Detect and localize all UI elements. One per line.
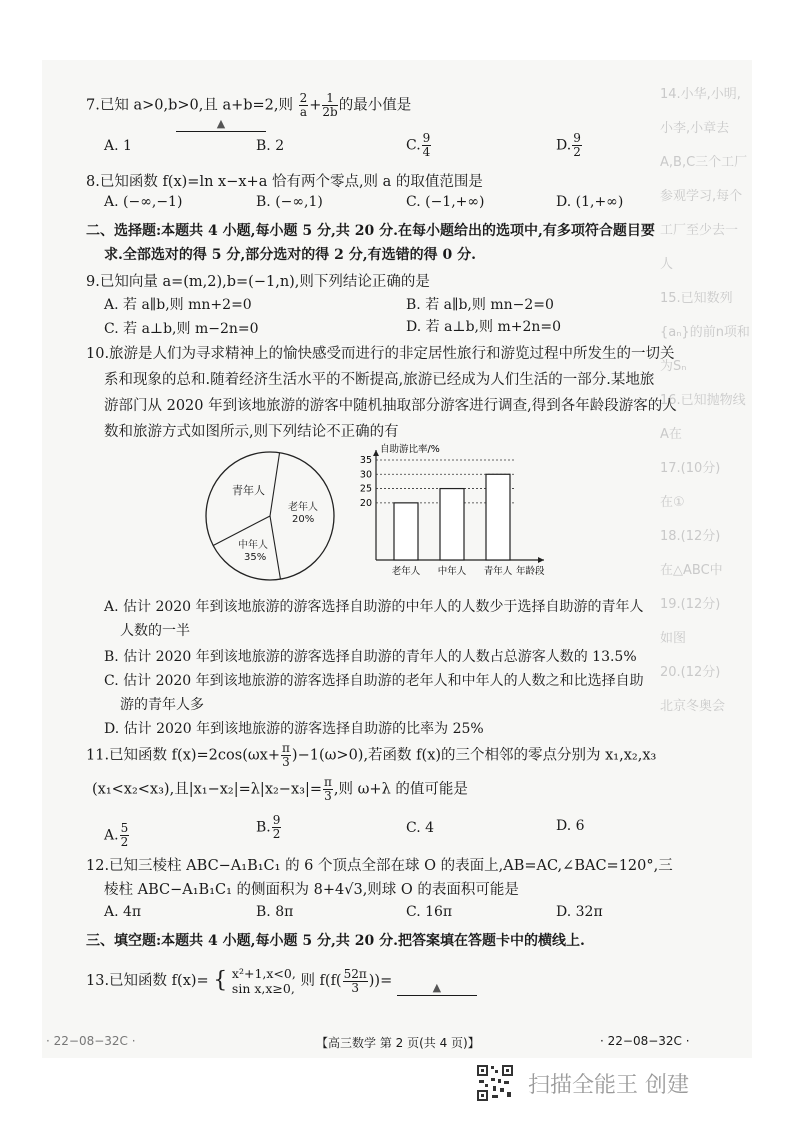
q10-option-a-1: A. 估计 2020 年到该地旅游的游客选择自助游的中年人的人数少于选择自助游的青年人 [104,599,644,615]
q13-stem: 13.已知函数 f(x)= { x²+1,x<0, sin x,x≥0, 则 f(f( $\frac{52\pi}{3}$ ))= ▲ [86,966,477,996]
bleed-through-text: 14.小华,小明,小李,小章去A,B,C三个工厂参观学习,每个工厂至少去一人 15.已知数列{aₙ}的前n项和为Sₙ 16.已知抛物线 A在 17.(10分) 在① 18.(12分) 在△ABC中 19.(12分) 如图 20.(12分) 北京冬奥会 [660,87,750,714]
qr-code-icon [476,1064,514,1102]
pie-chart [190,446,350,586]
q7-option-d: D. $\frac{9}{2}$ [556,131,581,159]
q9-option-b: B. 若 a∥b,则 mn−2=0 [406,297,554,313]
q11-option-d: D. 6 [556,818,585,834]
footer-code-right: · 22−08−32C · [600,1034,690,1048]
bar-老年人 [394,503,418,560]
section2-heading: 二、选择题:本题共 4 小题,每小题 5 分,共 20 分.在每小题给出的选项中,有多项符合题目要 [86,223,655,239]
pie-label-old-pct: 20% [292,514,315,525]
pie-label-young: 青年人 [232,484,265,497]
q10-option-c-1: C. 估计 2020 年到该地旅游的游客选择自助游的老年人和中年人的人数之和比选择自助 [104,673,644,689]
q11-option-a: A. $\frac{5}{2}$ [104,821,129,849]
section2-instructions: 求.全部选对的得 5 分,部分选对的得 2 分,有选错的得 0 分. [104,247,476,263]
q10-stem-1: 10.旅游是人们为寻求精神上的愉快感受而进行的非定居性旅行和游览过程中所发生的一切关 [86,346,675,362]
q13-piecewise: x²+1,x<0, sin x,x≥0, [231,966,296,996]
bar-chart [352,436,552,584]
q11-stem-1: 11.已知函数 f(x)=2cos(ωx+ $\frac{\pi}{3}$ )−1(ω>0),若函数 f(x)的三个相邻的零点分别为 x₁,x₂,x₃ [86,741,657,769]
q10-stem-3: 游部门从 2020 年到该地旅游的游客中随机抽取部分游客进行调查,得到各年龄段游客的人 [104,398,677,414]
q9-option-a: A. 若 a∥b,则 mn+2=0 [104,297,252,313]
q11-stem-2: (x₁<x₂<x₃),且|x₁−x₂|=λ|x₂−x₃|= $\frac{\pi}{3}$ ,则 ω+λ 的值可能是 [92,775,468,803]
pie-label-old: 老年人 [288,502,318,513]
footer-page-info: 【高三数学 第 2 页(共 4 页)】 [316,1036,480,1050]
q7-option-c: C. $\frac{9}{4}$ [406,131,431,159]
q10-stem-4: 数和旅游方式如图所示,则下列结论不正确的有 [104,424,399,440]
pie-label-mid-pct: 35% [244,552,267,563]
q12-option-b: B. 8π [256,904,294,920]
q7-option-b: B. 2 [256,138,285,154]
q8-option-a: A. (−∞,−1) [104,194,183,210]
q7-frac-1: $\frac{2}{a}$ [299,91,308,119]
section3-heading: 三、填空题:本题共 4 小题,每小题 5 分,共 20 分.把答案填在答题卡中的横线上. [86,933,585,949]
q9-option-c: C. 若 a⊥b,则 m−2n=0 [104,321,259,337]
q13-answer-blank: ▲ [397,981,477,996]
y-axis-arrow [373,450,379,456]
q8-stem: 8.已知函数 f(x)=ln x−x+a 恰有两个零点,则 a 的取值范围是 [86,174,483,190]
x-tick-中年人: 中年人 [437,566,467,577]
y-tick-30: 30 [359,469,372,481]
q9-stem: 9.已知向量 a=(m,2),b=(−1,n),则下列结论正确的是 [86,274,430,290]
x-tick-青年人: 青年人 [483,566,513,577]
x-axis-arrow [538,557,544,563]
q7-blank: ▲ [176,116,266,132]
q10-option-a-2: 人数的一半 [120,623,190,639]
q10-stem-2: 系和现象的总和.随着经济生活水平的不断提高,旅游已经成为人们生活的一部分.某地旅 [104,372,655,388]
q8-option-c: C. (−1,+∞) [406,194,485,210]
q10-option-b: B. 估计 2020 年到该地旅游的游客选择自助游的青年人的人数占总游客人数的 13.5% [104,649,637,665]
bar-中年人 [440,489,464,560]
q8-option-d: D. (1,+∞) [556,194,624,210]
q13-brace: { [213,968,228,993]
footer-code-left: · 22−08−32C · [46,1034,136,1048]
bar-青年人 [486,474,510,560]
pie-slice-boundary-1 [270,516,280,579]
q10-option-d: D. 估计 2020 年到该地旅游的游客选择自助游的比率为 25% [104,721,484,737]
q7-option-a: A. 1 [104,138,132,154]
q12-option-c: C. 16π [406,904,453,920]
q11-option-b: B. $\frac{9}{2}$ [256,813,281,841]
q12-option-d: D. 32π [556,904,603,920]
y-tick-25: 25 [359,483,372,495]
q9-option-d: D. 若 a⊥b,则 m+2n=0 [406,319,562,335]
pie-slice-boundary-0 [270,453,280,516]
x-tick-老年人: 老年人 [391,566,421,577]
y-tick-20: 20 [359,497,372,509]
q8-option-b: B. (−∞,1) [256,194,323,210]
pie-label-mid: 中年人 [238,540,268,551]
scanner-watermark: 扫描全能王 创建 [528,1073,689,1098]
q12-stem-1: 12.已知三棱柱 ABC−A₁B₁C₁ 的 6 个顶点全部在球 O 的表面上,AB=AC,∠BAC=120°,三 [86,858,673,874]
y-axis-label: 自助游比率/% [380,444,440,455]
q12-option-a: A. 4π [104,904,142,920]
y-tick-35: 35 [359,455,372,466]
x-axis-label: 年龄段 [516,566,545,577]
q7-stem: 7.已知 a>0,b>0,且 a+b=2,则 $\frac{2}{a}$ + $\frac{1}{2b}$ 的最小值是 [86,91,412,119]
q10-option-c-2: 游的青年人多 [120,697,204,713]
q7-frac-2: $\frac{1}{2b}$ [322,91,338,119]
q11-option-c: C. 4 [406,820,435,836]
q12-stem-2: 棱柱 ABC−A₁B₁C₁ 的侧面积为 8+4√3,则球 O 的表面积可能是 [104,882,519,898]
